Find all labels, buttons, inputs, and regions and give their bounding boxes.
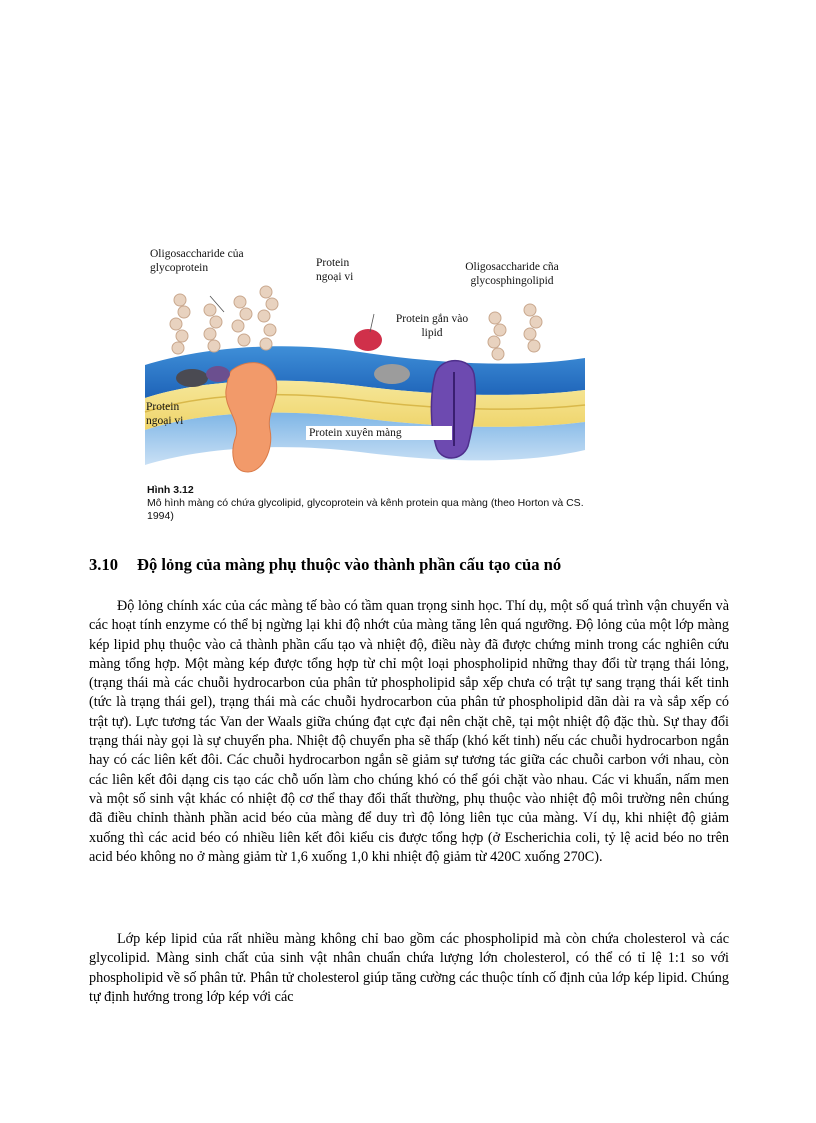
label-lipid-anchored-protein: Protein gắn vào lipid <box>395 313 469 339</box>
caption-text: Mô hình màng có chứa glycolipid, glycoprotein và kênh protein qua màng (theo Horton và CS. 1994) <box>147 497 584 522</box>
peripheral-protein-left <box>176 369 208 387</box>
section-number: 3.10 <box>89 555 119 574</box>
body-paragraph-1: Độ lỏng chính xác của các màng tế bào có tầm quan trọng sinh học. Thí dụ, một số quá trình vận chuyển và các hoạt tính enzyme có thể bị ngừng lại khi độ nhớt của màng tăng lên quá ngưỡng. Độ lỏng của một lớp màng kép lipid phụ thuộc vào cả thành phần cấu tạo và nhiệt độ, điều này đã được chứng minh trong các nghiên cứu màng tổng hợp. Một màng kép được tổng hợp từ chỉ một loại phospholipid những thay đổi từ trạng thái lỏng, (trạng thái mà các chuỗi hydrocarbon của phân tử phospholipid sắp xếp chưa có trật tự sang trạng thái kết tinh (tức là trạng thái gel), trạng thái mà các chuỗi hydrocarbon của phân tử phospholipid dãn dài ra và sắp xếp có trật tự). Lực tương tác Van der Waals giữa chúng đạt cực đại nên chặt chẽ, tại một nhiệt độ đặc thù. Sự thay đổi trạng thái này gọi là sự chuyển pha. Nhiệt độ chuyển pha sẽ thấp (khó kết tinh) nếu các chuỗi hydrocarbon ngắn hay có các liên kết đôi. Các chuỗi hydrocarbon ngắn sẽ giảm sự tương tác giữa các chuỗi carbon với nhau, còn các liên kết đôi dạng cis tạo các chỗ uốn làm cho chúng khó có thể gói chặt vào nhau. Các vi khuẩn, nấm men và một số sinh vật khác có nhiệt độ cơ thể thay đổi thất thường, phụ thuộc vào nhiệt độ môi trường nên chúng đã điều chỉnh thành phần acid béo của màng để duy trì độ lỏng liên tục của màng. Ví dụ, khi nhiệt độ giảm xuống thì các acid béo có nhiều liên kết đôi kiểu cis được tổng hợp (ở Escherichia coli, tỷ lệ acid béo no trên acid béo không no ở màng giảm từ 1,6 xuống 1,0 khi nhiệt độ giảm từ 420C xuống 270C). <box>89 598 729 865</box>
peripheral-protein-top <box>354 329 382 351</box>
label-oligo-glycosphingolipid: Oligosaccharide cña glycosphingolipid <box>465 261 559 287</box>
section-heading <box>89 555 729 575</box>
caption-title: Hình 3.12 <box>147 484 194 496</box>
oligosaccharide-chains-left <box>170 286 278 354</box>
body-paragraph-2: Lớp kép lipid của rất nhiều màng không chỉ bao gồm các phospholipid mà còn chứa cholesterol và các glycolipid. Màng sinh chất của sinh vật nhân chuẩn chứa lượng lớn cholesterol, có thể có tỉ lệ 1:1 so với phospholipid về số phân tử. Phân tử cholesterol giúp tăng cường các thuộc tính cố định của lớp kép lipid. Chúng tự định hướng trong lớp kép với các <box>89 931 729 1005</box>
membrane-figure <box>140 240 600 485</box>
label-peripheral-protein-top: Protein ngoại vi <box>316 257 354 283</box>
section-title: Độ lỏng của màng phụ thuộc vào thành phần cấu tạo của nó <box>137 555 562 574</box>
oligosaccharide-chains-right <box>488 304 542 360</box>
figure-caption <box>147 484 597 523</box>
label-transmembrane-protein: Protein xuyên màng <box>306 426 452 440</box>
label-oligo-glycoprotein: Oligosaccharide của glycoprotein <box>150 248 244 274</box>
lipid-anchored-protein <box>374 364 410 384</box>
label-peripheral-protein-left: Protein ngoại vi <box>146 401 184 427</box>
transmembrane-protein-left <box>226 363 277 472</box>
